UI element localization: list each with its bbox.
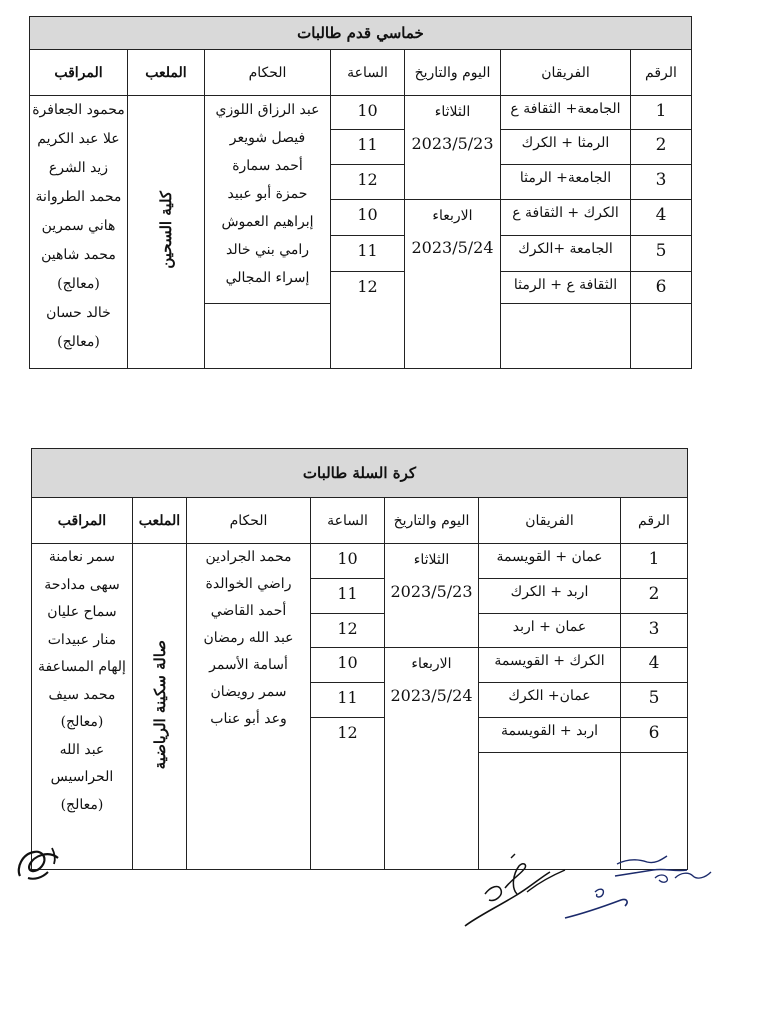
supervisors-cell — [31, 544, 132, 870]
header-venue: الملعب — [128, 50, 205, 96]
supervisors-cell — [29, 96, 127, 369]
match-teams: اربد + القويسمة — [501, 723, 598, 739]
match-number: 3 — [655, 170, 667, 190]
header-time: الساعة — [311, 498, 385, 544]
date-value: 2023/5/23 — [411, 134, 494, 153]
referee-name: إسراء المجالي — [225, 270, 310, 286]
referee-name: فيصل شويعر — [229, 130, 306, 146]
football-table — [29, 16, 692, 369]
match-teams: اربد + الكرك — [510, 584, 589, 600]
match-time: 12 — [357, 277, 378, 296]
supervisor-note: (معالج) — [60, 714, 104, 730]
header-supervisor: المراقب — [29, 50, 127, 96]
referee-name: رامي بني خالد — [225, 242, 310, 258]
match-time: 10 — [337, 653, 358, 672]
header-venue: الملعب — [133, 498, 187, 544]
day-name: الاربعاء — [432, 208, 473, 224]
supervisor-name: محمد سيف — [48, 686, 116, 703]
supervisor-name: هاني سمرين — [41, 218, 116, 234]
referee-name: عبد الله رمضان — [203, 630, 294, 646]
day-date-cell — [405, 96, 501, 200]
header-teams: الفريقان — [501, 50, 631, 96]
day-name: الاربعاء — [411, 656, 452, 672]
referees-cell — [187, 544, 311, 870]
match-number: 6 — [655, 277, 667, 297]
day-date-cell — [385, 648, 479, 870]
match-teams: عمان + اربد — [512, 619, 587, 635]
header-number: الرقم — [631, 50, 692, 96]
match-number: 1 — [648, 549, 660, 569]
match-number: 4 — [648, 653, 660, 673]
match-teams: الجامعة +الكرك — [518, 241, 613, 257]
date-value: 2023/5/24 — [390, 686, 473, 705]
day-name: الثلاثاء — [434, 104, 471, 120]
basketball-table — [31, 448, 688, 870]
header-date: اليوم والتاريخ — [405, 50, 501, 96]
match-time: 11 — [337, 584, 358, 603]
basketball-schedule — [32, 448, 688, 870]
match-teams: الثقافة ع + الرمثا — [513, 277, 618, 293]
supervisor-name: علا عبد الكريم — [37, 131, 120, 147]
header-referees: الحكام — [187, 498, 311, 544]
date-value: 2023/5/24 — [411, 238, 494, 257]
table-title: كرة السلة طالبات — [31, 449, 687, 498]
venue-cell — [133, 544, 187, 870]
header-date: اليوم والتاريخ — [385, 498, 479, 544]
supervisor-name: سمر نعامنة — [48, 549, 116, 565]
match-number: 2 — [648, 584, 660, 604]
supervisor-name: سماح عليان — [47, 604, 117, 620]
referee-name: أحمد سمارة — [232, 158, 303, 174]
referee-name: إبراهيم العموش — [221, 214, 314, 230]
match-teams: الجامعة+ الثقافة ع — [510, 101, 621, 117]
match-number: 6 — [648, 723, 660, 743]
referee-name: حمزة أبو عبيد — [227, 186, 308, 202]
match-time: 10 — [357, 205, 378, 224]
referees-cell — [205, 96, 331, 304]
supervisor-name: منار عبيدات — [47, 631, 117, 648]
header-supervisor: المراقب — [31, 498, 132, 544]
date-value: 2023/5/23 — [390, 582, 473, 601]
supervisor-name: محمد الطروانة — [35, 189, 122, 205]
supervisor-name: عبد الله — [59, 741, 105, 758]
match-number: 2 — [655, 135, 667, 155]
referee-name: سمر رويضان — [210, 684, 287, 700]
day-date-cell — [385, 544, 479, 648]
match-time: 12 — [337, 723, 358, 742]
match-time: 12 — [337, 619, 358, 638]
match-teams: الرمثا + الكرك — [521, 135, 610, 151]
match-teams: الجامعة+ الرمثا — [519, 170, 612, 186]
match-teams: عمان + القويسمة — [496, 549, 603, 565]
day-name: الثلاثاء — [413, 552, 450, 568]
signature-right — [555, 848, 725, 933]
supervisor-name: إلهام المساعفة — [37, 659, 126, 675]
match-number: 4 — [655, 205, 667, 225]
match-number: 5 — [648, 688, 660, 708]
match-teams: عمان+ الكرك — [508, 688, 591, 704]
referee-name: وعد أبو عناب — [210, 711, 287, 727]
supervisor-note: (معالج) — [60, 796, 104, 813]
match-time: 12 — [357, 170, 378, 189]
supervisor-note: (معالج) — [57, 276, 100, 292]
match-time: 11 — [357, 241, 378, 260]
header-referees: الحكام — [205, 50, 331, 96]
match-time: 11 — [357, 135, 378, 154]
match-teams: الكرك + القويسمة — [494, 653, 605, 669]
venue-cell — [128, 96, 205, 369]
match-time: 10 — [357, 101, 378, 120]
supervisor-name: محمود الجعافرة — [32, 102, 125, 118]
match-time: 10 — [337, 549, 358, 568]
supervisor-note: (معالج) — [57, 334, 100, 350]
table-row — [29, 96, 691, 130]
match-number: 3 — [648, 619, 660, 639]
referee-name: أحمد القاضي — [210, 603, 287, 619]
signature-left — [8, 828, 68, 888]
supervisor-name: خالد حسان — [46, 305, 111, 321]
supervisor-name: زيد الشرع — [48, 160, 109, 176]
supervisor-name: سهى مدادحة — [44, 576, 120, 593]
match-time: 11 — [337, 688, 358, 707]
referee-name: محمد الجرادين — [205, 549, 292, 565]
day-date-cell — [405, 200, 501, 369]
match-teams: الكرك + الثقافة ع — [512, 205, 619, 221]
referee-name: عبد الرزاق اللوزي — [215, 102, 320, 118]
referee-name: راضي الخوالدة — [205, 576, 292, 592]
table-row — [31, 544, 687, 579]
table-title: خماسي قدم طالبات — [29, 17, 691, 50]
header-number: الرقم — [621, 498, 688, 544]
venue-name: صالة سكينة الرياضية — [150, 639, 169, 770]
header-time: الساعة — [331, 50, 405, 96]
supervisor-name: محمد شاهين — [41, 247, 116, 263]
supervisor-name: الحراسيس — [50, 769, 114, 785]
header-row — [29, 50, 691, 96]
header-row — [31, 498, 687, 544]
venue-name: كلية السحين — [157, 191, 175, 269]
match-number: 5 — [655, 241, 667, 261]
header-teams: الفريقان — [479, 498, 621, 544]
football-schedule — [30, 16, 692, 369]
match-number: 1 — [655, 101, 667, 121]
referee-name: أسامة الأسمر — [209, 657, 288, 673]
